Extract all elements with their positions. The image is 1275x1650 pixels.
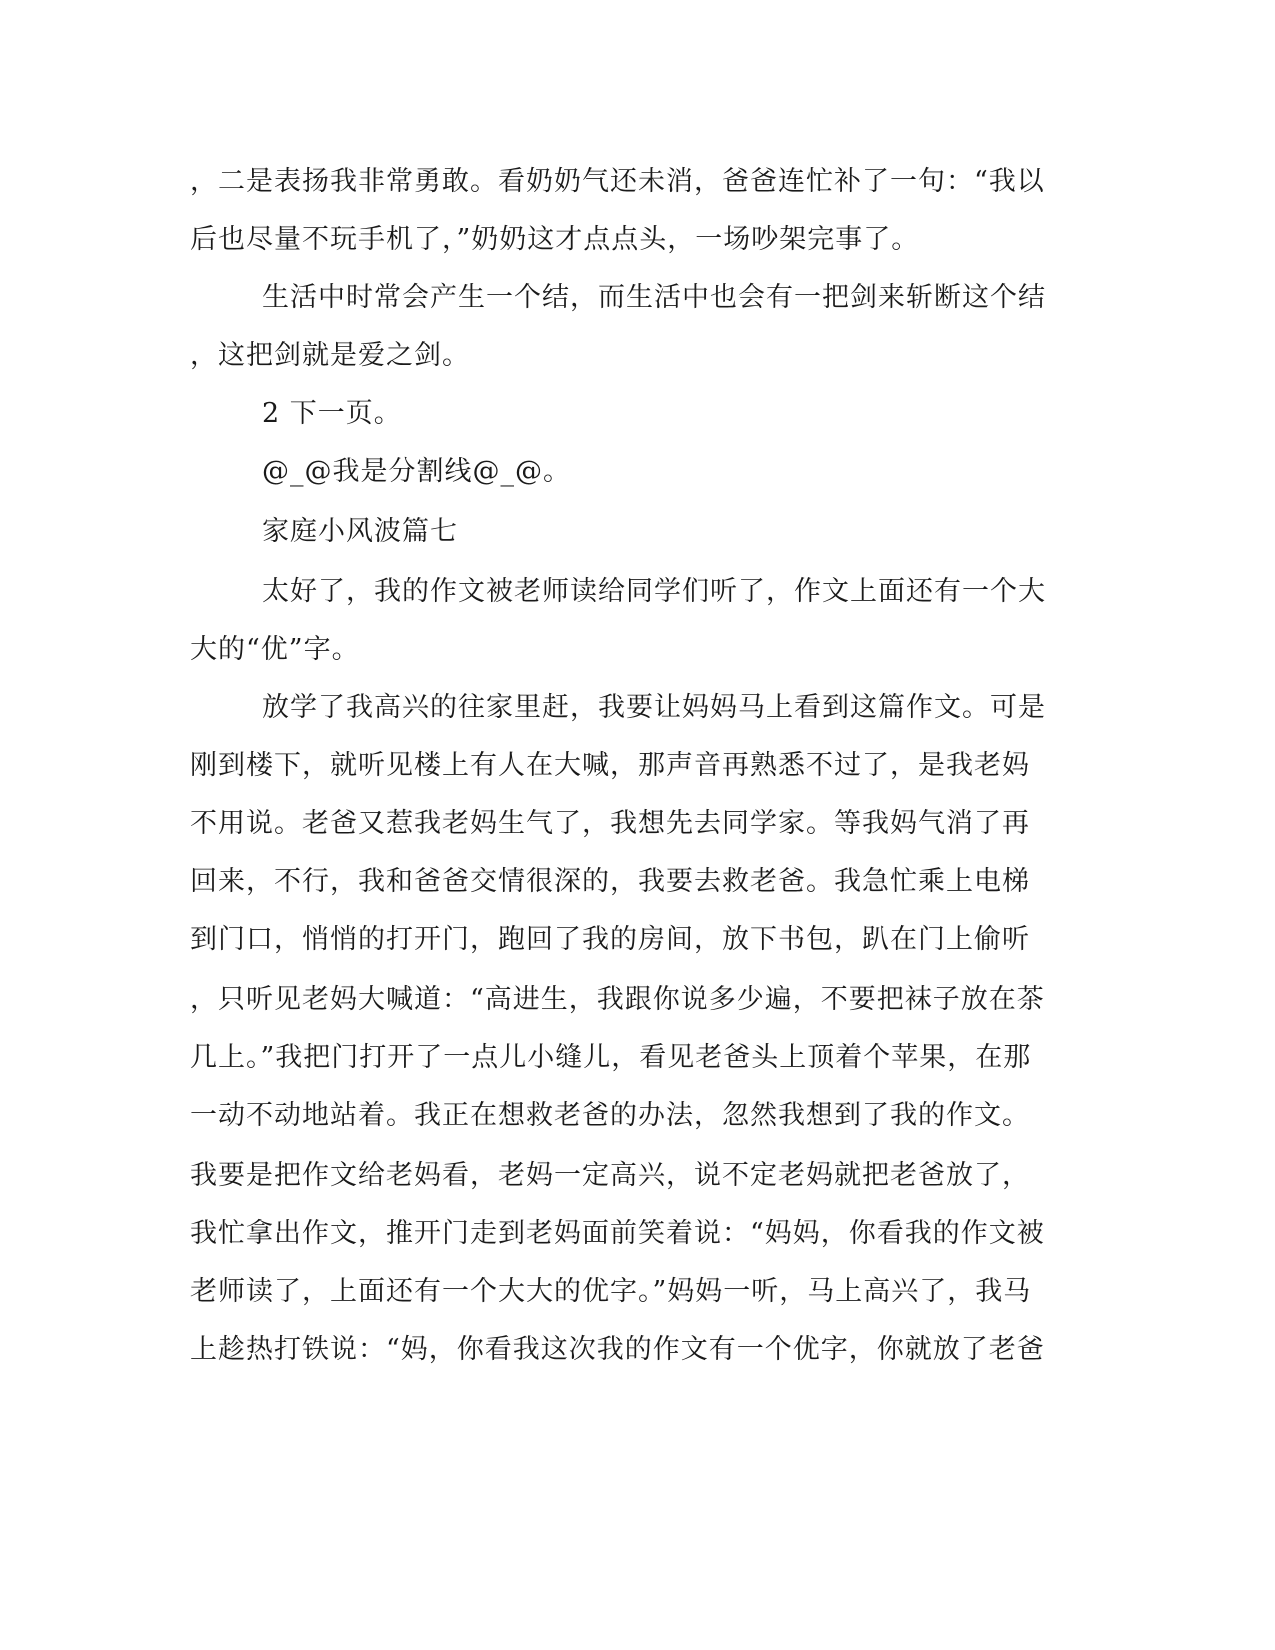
text-line-8: 太好了，我的作文被老师读给同学们听了，作文上面还有一个大 bbox=[262, 576, 1046, 607]
text-line-13: 回来，不行，我和爸爸交情很深的，我要去救老爸。我急忙乘上电梯 bbox=[190, 866, 1030, 897]
text-line-10: 放学了我高兴的往家里赶，我要让妈妈马上看到这篇作文。可是 bbox=[262, 692, 1046, 723]
text-line-14: 到门口，悄悄的打开门，跑回了我的房间，放下书包，趴在门上偷听 bbox=[190, 924, 1030, 955]
text-line-17: 一动不动地站着。我正在想救老爸的办法，忽然我想到了我的作文。 bbox=[190, 1100, 1030, 1131]
text-line-11: 刚到楼下，就听见楼上有人在大喊，那声音再熟悉不过了，是我老妈 bbox=[190, 750, 1030, 781]
text-line-2: 后也尽量不玩手机了，”奶奶这才点点头，一场吵架完事了。 bbox=[190, 224, 920, 255]
text-line-16: 几上。”我把门打开了一点儿小缝儿，看见老爸头上顶着个苹果，在那 bbox=[190, 1042, 1032, 1073]
text-line-9: 大的“优”字。 bbox=[190, 634, 360, 665]
text-line-1: ，二是表扬我非常勇敢。看奶奶气还未消，爸爸连忙补了一句：“我以 bbox=[190, 166, 1045, 197]
text-line-15: ，只听见老妈大喊道：“高进生，我跟你说多少遍，不要把袜子放在茶 bbox=[190, 984, 1045, 1015]
text-line-4: ，这把剑就是爱之剑。 bbox=[190, 340, 470, 371]
text-line-3: 生活中时常会产生一个结，而生活中也会有一把剑来斩断这个结 bbox=[262, 282, 1046, 313]
text-line-20: 老师读了，上面还有一个大大的优字。”妈妈一听，马上高兴了，我马 bbox=[190, 1276, 1032, 1307]
section-heading: 家庭小风波篇七 bbox=[262, 516, 458, 547]
text-line-19: 我忙拿出作文，推开门走到老妈面前笑着说：“妈妈，你看我的作文被 bbox=[190, 1218, 1045, 1249]
divider-text: @_@我是分割线@_@。 bbox=[262, 456, 571, 487]
text-line-18: 我要是把作文给老妈看，老妈一定高兴，说不定老妈就把老爸放了， bbox=[190, 1160, 1030, 1191]
page-marker: 2 下一页。 bbox=[262, 398, 402, 429]
text-line-21: 上趁热打铁说：“妈，你看我这次我的作文有一个优字，你就放了老爸 bbox=[190, 1334, 1045, 1365]
text-line-12: 不用说。老爸又惹我老妈生气了，我想先去同学家。等我妈气消了再 bbox=[190, 808, 1030, 839]
